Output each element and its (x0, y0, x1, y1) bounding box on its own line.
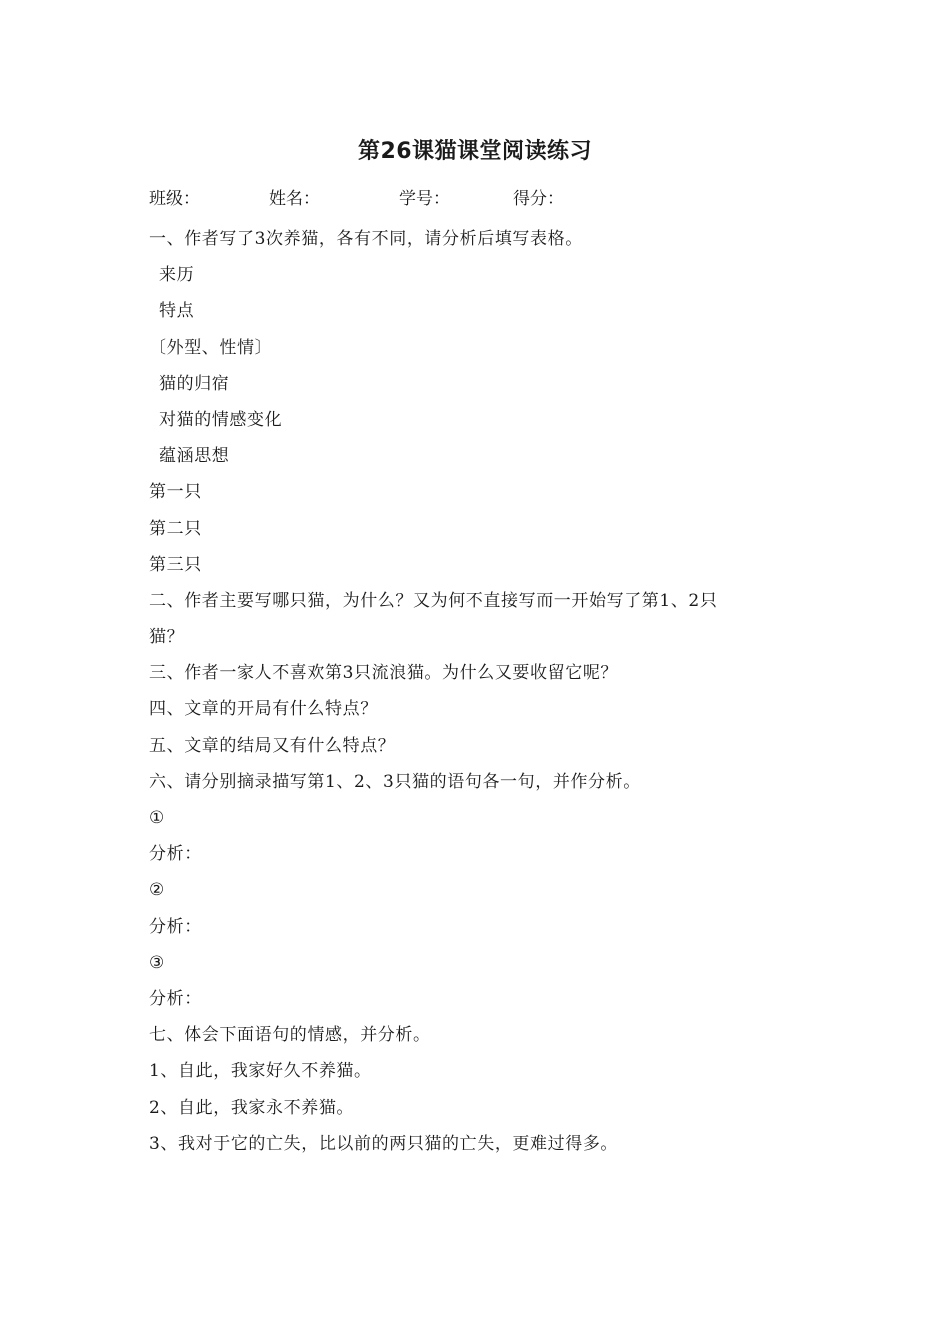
question-7: 七、体会下面语句的情感，并分析。 (149, 1025, 431, 1046)
question-6: 六、请分别摘录描写第1、2、3只猫的语句各一句，并作分析。 (149, 771, 641, 792)
excerpt-2-marker: ② (149, 880, 165, 901)
question-4: 四、文章的开局有什么特点？ (149, 699, 378, 720)
excerpt-2-analysis-label: 分析： (149, 916, 202, 937)
table-header-origin: 来历 (159, 265, 195, 286)
question-2: 二、作者主要写哪只猫，为什么？又为何不直接写而一开始写了第1、2只 (149, 590, 718, 611)
class-label: 班级： (149, 189, 200, 209)
table-header-traits-note: 〔外型、性情〕 (149, 337, 273, 358)
question-1: 一、作者写了3次养猫，各有不同，请分析后填写表格。 (149, 229, 583, 249)
question-3: 三、作者一家人不喜欢第3只流浪猫。为什么又要收留它呢？ (149, 663, 619, 684)
table-header-feelings: 对猫的情感变化 (159, 409, 283, 430)
table-row-third-cat: 第三只 (149, 554, 202, 575)
score-label: 得分： (513, 189, 564, 209)
table-header-meaning: 蕴涵思想 (159, 446, 230, 467)
table-row-first-cat: 第一只 (149, 482, 202, 503)
table-header-traits: 特点 (159, 301, 195, 322)
excerpt-3-analysis-label: 分析： (149, 988, 202, 1009)
excerpt-3-marker: ③ (149, 952, 165, 973)
question-2-continued: 猫？ (149, 627, 185, 648)
excerpt-1-analysis-label: 分析： (149, 844, 202, 865)
question-5: 五、文章的结局又有什么特点？ (149, 735, 396, 756)
name-label: 姓名： (269, 189, 320, 209)
table-header-fate: 猫的归宿 (159, 373, 230, 394)
sentence-2: 2、自此，我家永不养猫。 (149, 1097, 355, 1118)
sentence-1: 1、自此，我家好久不养猫。 (149, 1061, 372, 1082)
table-row-second-cat: 第二只 (149, 518, 202, 539)
excerpt-1-marker: ① (149, 808, 165, 828)
page-title: 第26课猫课堂阅读练习 (357, 139, 593, 164)
sentence-3: 3、我对于它的亡失，比以前的两只猫的亡失，更难过得多。 (149, 1133, 619, 1154)
exercise-content (149, 221, 799, 1162)
student-number-label: 学号： (399, 189, 450, 209)
